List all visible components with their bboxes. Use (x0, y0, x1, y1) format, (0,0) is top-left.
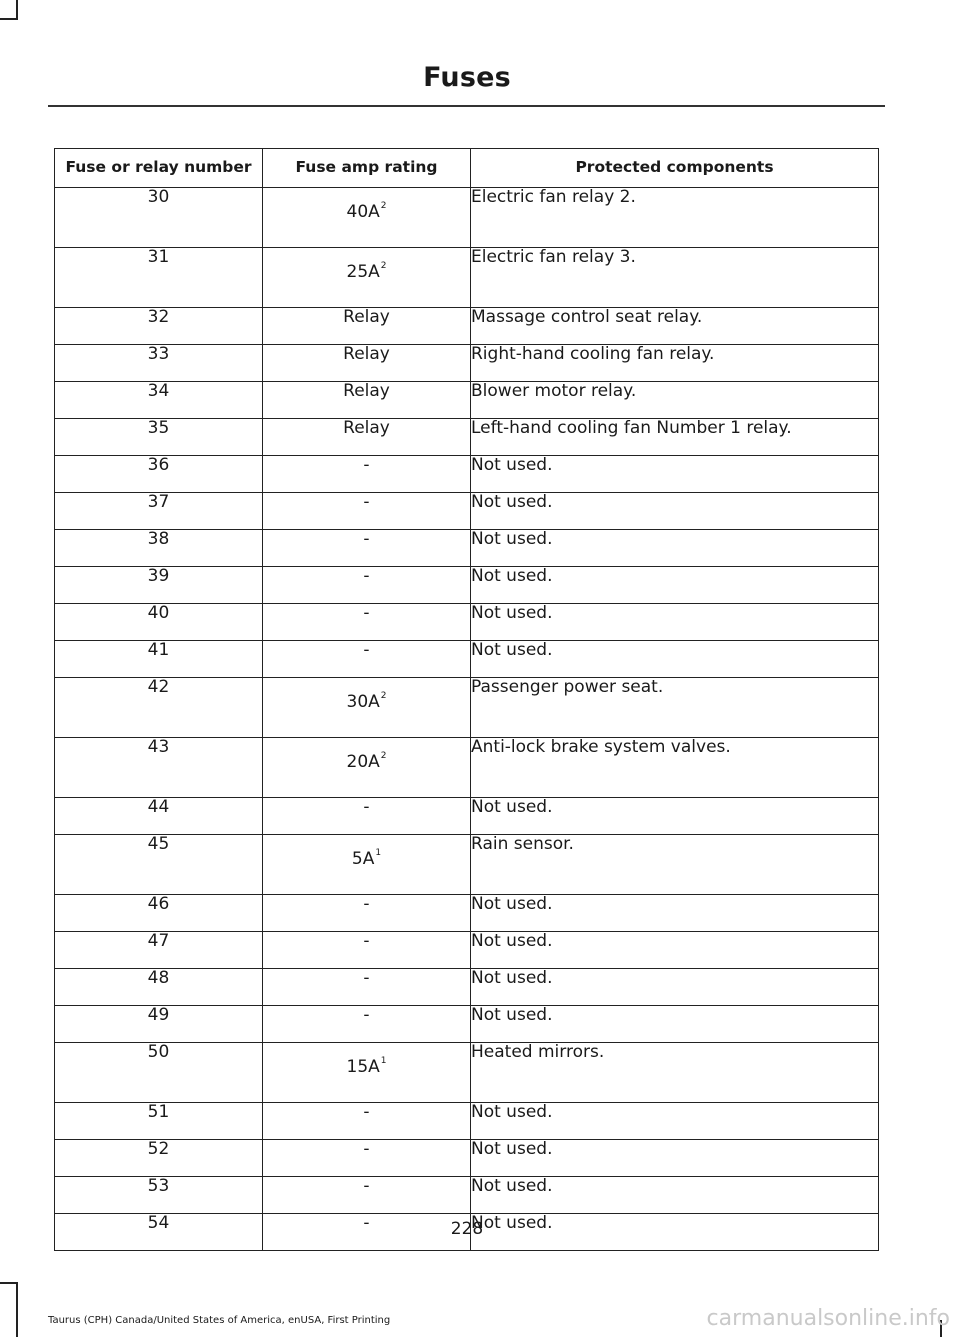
amp-rating-value: - (363, 603, 370, 623)
fuse-number-cell: 46 (55, 895, 263, 932)
table-row (55, 382, 879, 419)
protected-component-cell: Not used. (471, 798, 879, 835)
amp-rating-value: - (363, 529, 370, 549)
amp-rating-value: - (363, 640, 370, 660)
table-row (55, 188, 879, 248)
amp-rating-value: 40A (346, 202, 380, 222)
fuse-number-cell: 31 (55, 248, 263, 308)
protected-component-cell: Not used. (471, 1006, 879, 1043)
amp-rating-cell (263, 493, 471, 530)
amp-rating-value: - (363, 1005, 370, 1025)
fuse-number-cell: 51 (55, 1103, 263, 1140)
amp-rating-cell (263, 419, 471, 456)
amp-rating-cell (263, 456, 471, 493)
fuse-number-cell: 49 (55, 1006, 263, 1043)
column-header-fuse-number: Fuse or relay number (55, 149, 263, 188)
fuse-number-cell: 43 (55, 738, 263, 798)
table-row (55, 1103, 879, 1140)
protected-component-cell: Not used. (471, 493, 879, 530)
table-row (55, 248, 879, 308)
protected-component-cell: Not used. (471, 1103, 879, 1140)
footnote-marker: 2 (380, 201, 387, 211)
amp-rating-cell (263, 678, 471, 738)
fuse-number-cell: 40 (55, 604, 263, 641)
table-row (55, 678, 879, 738)
fuse-number-cell: 50 (55, 1043, 263, 1103)
amp-rating-cell (263, 188, 471, 248)
amp-rating-value: - (363, 566, 370, 586)
amp-rating-cell (263, 604, 471, 641)
amp-rating-value: - (363, 968, 370, 988)
amp-rating-cell (263, 248, 471, 308)
protected-component-cell: Not used. (471, 1140, 879, 1177)
protected-component-cell: Not used. (471, 969, 879, 1006)
title-divider (48, 105, 885, 107)
amp-rating-cell (263, 345, 471, 382)
table-row (55, 641, 879, 678)
table-row (55, 419, 879, 456)
amp-rating-cell (263, 1177, 471, 1214)
protected-component-cell: Not used. (471, 1177, 879, 1214)
amp-rating-value: 25A (346, 262, 380, 282)
amp-rating-value: - (363, 455, 370, 475)
crop-mark-bottom-left-h (0, 1282, 18, 1284)
protected-component-cell: Passenger power seat. (471, 678, 879, 738)
amp-rating-value: Relay (343, 344, 390, 364)
amp-rating-cell (263, 835, 471, 895)
fuse-number-cell: 45 (55, 835, 263, 895)
crop-mark-top-left-h (0, 18, 18, 20)
table-row (55, 1177, 879, 1214)
protected-component-cell: Blower motor relay. (471, 382, 879, 419)
table-row (55, 604, 879, 641)
amp-rating-value: - (363, 1102, 370, 1122)
amp-rating-value: - (363, 894, 370, 914)
footnote-marker: 2 (380, 751, 387, 761)
fuse-number-cell: 34 (55, 382, 263, 419)
fuse-table (54, 148, 879, 1251)
table-row (55, 835, 879, 895)
page-title: Fuses (423, 62, 511, 93)
fuse-number-cell: 38 (55, 530, 263, 567)
amp-rating-cell (263, 738, 471, 798)
table-row (55, 895, 879, 932)
protected-component-cell: Not used. (471, 456, 879, 493)
column-header-amp-rating: Fuse amp rating (263, 149, 471, 188)
amp-rating-cell (263, 895, 471, 932)
fuse-number-cell: 54 (55, 1214, 263, 1251)
fuse-number-cell: 48 (55, 969, 263, 1006)
amp-rating-cell (263, 932, 471, 969)
watermark: carmanualsonline.info (706, 1306, 950, 1331)
protected-component-cell: Not used. (471, 604, 879, 641)
amp-rating-cell (263, 567, 471, 604)
footnote-marker: 2 (380, 691, 387, 701)
amp-rating-cell (263, 1140, 471, 1177)
table-row (55, 932, 879, 969)
protected-component-cell: Massage control seat relay. (471, 308, 879, 345)
amp-rating-value: Relay (343, 381, 390, 401)
table-row (55, 1140, 879, 1177)
column-header-protected-components: Protected components (471, 149, 879, 188)
fuse-number-cell: 32 (55, 308, 263, 345)
protected-component-cell: Not used. (471, 932, 879, 969)
amp-rating-value: - (363, 797, 370, 817)
footnote-marker: 1 (380, 1056, 387, 1066)
amp-rating-value: - (363, 1213, 370, 1233)
protected-component-cell: Not used. (471, 641, 879, 678)
table-row (55, 738, 879, 798)
footnote-marker: 1 (375, 848, 382, 858)
protected-component-cell: Left-hand cooling fan Number 1 relay. (471, 419, 879, 456)
table-row (55, 1043, 879, 1103)
amp-rating-cell (263, 969, 471, 1006)
table-body (55, 188, 879, 1251)
amp-rating-value: - (363, 1176, 370, 1196)
footnote-marker: 2 (380, 261, 387, 271)
table-row (55, 308, 879, 345)
protected-component-cell: Not used. (471, 895, 879, 932)
table-row (55, 530, 879, 567)
amp-rating-value: - (363, 492, 370, 512)
amp-rating-cell (263, 1043, 471, 1103)
amp-rating-cell (263, 1103, 471, 1140)
amp-rating-cell (263, 798, 471, 835)
fuse-number-cell: 39 (55, 567, 263, 604)
footer-publication-info: Taurus (CPH) Canada/United States of America, enUSA, First Printing (48, 1315, 391, 1326)
fuse-number-cell: 37 (55, 493, 263, 530)
protected-component-cell: Not used. (471, 567, 879, 604)
fuse-number-cell: 35 (55, 419, 263, 456)
protected-component-cell: Rain sensor. (471, 835, 879, 895)
fuse-number-cell: 33 (55, 345, 263, 382)
fuse-number-cell: 42 (55, 678, 263, 738)
fuse-number-cell: 30 (55, 188, 263, 248)
amp-rating-cell (263, 530, 471, 567)
protected-component-cell: Electric fan relay 3. (471, 248, 879, 308)
protected-component-cell: Not used. (471, 530, 879, 567)
table-row (55, 969, 879, 1006)
fuse-number-cell: 52 (55, 1140, 263, 1177)
table-row (55, 1006, 879, 1043)
amp-rating-value: - (363, 931, 370, 951)
amp-rating-cell (263, 308, 471, 345)
fuse-number-cell: 44 (55, 798, 263, 835)
protected-component-cell: Anti-lock brake system valves. (471, 738, 879, 798)
crop-mark-bottom-left (16, 1282, 18, 1337)
table-row (55, 493, 879, 530)
amp-rating-cell (263, 1006, 471, 1043)
table-header-row (55, 149, 879, 188)
table-row (55, 345, 879, 382)
fuse-number-cell: 47 (55, 932, 263, 969)
amp-rating-value: 5A (351, 849, 375, 869)
amp-rating-value: 15A (346, 1057, 380, 1077)
table-row (55, 798, 879, 835)
amp-rating-value: Relay (343, 307, 390, 327)
amp-rating-cell (263, 382, 471, 419)
protected-component-cell: Heated mirrors. (471, 1043, 879, 1103)
table-row (55, 456, 879, 493)
fuse-number-cell: 41 (55, 641, 263, 678)
protected-component-cell: Not used. (471, 1214, 879, 1251)
table-row (55, 567, 879, 604)
protected-component-cell: Electric fan relay 2. (471, 188, 879, 248)
amp-rating-value: - (363, 1139, 370, 1159)
fuse-number-cell: 53 (55, 1177, 263, 1214)
amp-rating-value: 20A (346, 752, 380, 772)
amp-rating-cell (263, 641, 471, 678)
amp-rating-value: Relay (343, 418, 390, 438)
amp-rating-value: 30A (346, 692, 380, 712)
protected-component-cell: Right-hand cooling fan relay. (471, 345, 879, 382)
page-number: 228 (450, 1219, 484, 1239)
fuse-number-cell: 36 (55, 456, 263, 493)
crop-mark-top-left (16, 0, 18, 20)
